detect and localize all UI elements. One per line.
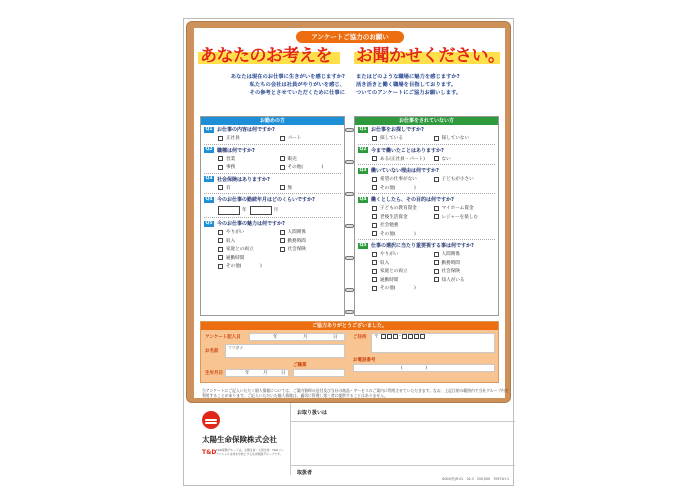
binder-ring-icon [345,310,354,314]
tenure-month-input[interactable] [250,206,272,215]
option-checkbox[interactable] [372,221,434,230]
option-label: 勤務時間 [441,260,460,266]
checkbox-icon[interactable] [372,214,377,219]
checkbox-icon[interactable] [280,185,285,190]
survey-sheet [183,18,514,486]
checkbox-icon[interactable] [434,214,439,219]
option-checkbox[interactable] [218,228,280,237]
phone-label: お電話番号 [353,358,376,363]
option-label: 正社員 [226,136,240,142]
employed-panel [200,116,345,316]
empty-slot [280,254,342,263]
checkbox-icon[interactable] [434,260,439,265]
headline-left: あなたのお考えを [200,46,332,66]
question-text: 社会保険はありますか? [217,176,270,183]
checkbox-icon[interactable] [434,277,439,282]
contact-label: お取り扱いは [297,410,328,416]
question-q3 [201,173,344,193]
unemployed-panel-title: お仕事をされていない方 [355,117,498,125]
option-checkbox[interactable] [218,254,280,263]
question-number: Q4 [359,196,367,202]
question-number: Q3 [359,167,367,173]
unemployed-questions [355,125,498,293]
option-checkbox[interactable] [372,276,434,285]
checkbox-icon[interactable] [372,252,377,257]
checkbox-icon[interactable] [372,286,377,291]
option-checkbox[interactable] [280,163,342,172]
taiyo-life-logo-icon [202,411,220,429]
address-label: ご住所 [353,335,367,340]
checkbox-icon[interactable] [372,177,377,182]
divider [291,465,515,466]
option-checkbox[interactable] [372,175,434,184]
question-text: お仕事をお探しですか? [371,127,424,133]
question-text: 働いていない理由は何ですか? [371,168,439,174]
question-text: 今まで働いたことはありますか? [371,147,444,154]
checkbox-icon[interactable] [372,136,377,141]
option-label: マイホーム資金 [441,206,474,212]
option-label: 探していない [441,136,470,142]
option-label: 知人がいる [441,277,465,283]
employed-questions [201,125,344,271]
document-code: G000(代)R-01 02.3 200,000 70971H-1 [441,477,509,481]
company-block [186,407,288,485]
form-title: ご協力ありがとうございました。 [201,322,498,330]
divider [291,421,515,422]
option-checkbox[interactable] [372,250,434,259]
option-label: 通勤時間 [380,277,399,283]
question-q5 [201,217,344,271]
checkbox-icon[interactable] [434,156,439,161]
option-checkbox[interactable] [372,204,434,213]
question-number: Q1 [205,126,213,132]
option-checkbox[interactable] [372,259,434,268]
intro-left: あなたは現在のお仕事に生きがいを感じますか? 私たちの会社は社員がやりがいを感じ、 その参考とさせていただくために仕事に [230,74,345,97]
option-label: ある(正社員・パート) [380,156,425,162]
birth-label: 生年月日 [205,371,223,376]
option-checkbox[interactable] [372,284,434,293]
empty-slot [434,230,496,239]
name-label: お名前 [205,349,219,354]
checkbox-icon[interactable] [434,269,439,274]
option-label: 家庭との両立 [380,269,408,275]
question-text: 仕事の選択に当たり重要視する事は何ですか? [371,243,474,249]
binder-ring-icon [345,256,354,260]
option-checkbox[interactable] [434,175,496,184]
birth-field[interactable] [225,369,289,377]
option-label: その他( ) [380,231,416,237]
option-label: その他( ) [226,264,262,270]
question-q4: Q4 今のお仕事の勤続年月はどのくらいですか? 年 月 [201,193,344,216]
option-label: 無 [287,185,293,191]
option-checkbox[interactable] [218,184,280,193]
empty-slot [434,284,496,293]
option-checkbox[interactable] [372,213,434,222]
tnd-description: T&D保険グループは、太陽生命・大同生命・T&Dフィナンシャル生命を中核とする生命保険グループです。 [216,448,284,456]
survey-banner: アンケートご協力のお願い [296,31,404,43]
question-number: Q4 [205,196,213,202]
checkbox-icon[interactable] [372,260,377,265]
question-text: お仕事の内容は何ですか? [217,127,275,133]
checkbox-icon[interactable] [218,238,223,243]
tenure-year-input[interactable] [218,206,240,215]
option-label: やりがい [226,230,245,236]
option-label: 老後生活資金 [380,214,408,220]
question-number: Q2 [359,147,367,152]
option-label: パート [287,136,302,142]
option-label: 収入 [226,238,236,244]
option-label: 人間関係 [441,252,460,258]
option-label: 販売 [287,156,297,162]
question-q4 [355,193,498,238]
checkbox-icon[interactable] [218,264,223,269]
question-number: Q5 [205,220,213,226]
question-text: 働くとしたら、その目的は何ですか? [371,197,454,203]
checkbox-icon[interactable] [372,231,377,236]
option-checkbox[interactable] [280,245,342,254]
option-checkbox[interactable] [280,184,342,193]
option-label: 社会勉強 [380,223,399,229]
question-text: 今のお仕事の魅力は何ですか? [217,221,285,227]
option-label: 子どもが小さい [441,177,474,183]
employed-panel-title: お勤めの方 [201,117,344,125]
question-q5 [355,239,498,293]
question-number: Q3 [205,176,213,181]
option-label: 社会保険 [287,247,306,253]
option-checkbox[interactable] [372,134,434,143]
intro-right: またはどのような職場に魅力を感じますか? 活き活きと働く職場を目指しております。 ついてのアンケートにご協力お願いします。 [356,74,462,97]
question-q1 [201,125,344,143]
option-label: 人間関係 [287,230,306,236]
option-label: 社会保険 [441,269,460,275]
privacy-notice: 当アンケートにご記入いただく個人情報については、ご案内資料の送付及び当社の商品・サービスのご案内に利用させていただきます。なお、上記目的の範囲内で当社グループ内で利用することがあります。ご記入いただいた個人情報は、適切に管理し第三者に提供することはありません。 [202,388,509,398]
job-field[interactable] [293,369,345,377]
checkbox-icon[interactable] [280,230,285,235]
contact-form: ご協力ありがとうございました。 アンケート記入日 年 月 日 ご住所 〒 - お名前 フリガナ お電話番号 ( ) 生年月日 年 月 日 ご職業 [200,321,499,383]
option-checkbox[interactable] [434,250,496,259]
option-label: 営業 [226,156,236,162]
option-checkbox[interactable] [218,262,280,271]
option-checkbox[interactable] [280,237,342,246]
clipboard-board [186,21,511,403]
question-q2 [355,144,498,164]
option-checkbox[interactable] [218,245,280,254]
checkbox-icon[interactable] [434,252,439,257]
question-q3 [355,164,498,192]
checkbox-icon[interactable] [372,185,377,190]
option-checkbox[interactable] [434,276,496,285]
checkbox-icon[interactable] [218,165,223,170]
option-label: やりがい [380,252,399,258]
checkbox-icon[interactable] [434,177,439,182]
option-checkbox[interactable] [434,204,496,213]
option-checkbox[interactable] [434,213,496,222]
option-checkbox[interactable] [434,267,496,276]
option-label: 通勤時間 [226,255,245,261]
option-label: 事務 [226,165,236,171]
option-checkbox[interactable] [218,163,280,172]
checkbox-icon[interactable] [280,136,285,141]
checkbox-icon[interactable] [280,156,285,161]
option-checkbox[interactable] [280,228,342,237]
option-label: 家庭との両立 [226,247,254,253]
option-checkbox[interactable] [434,134,496,143]
option-checkbox[interactable] [280,134,342,143]
headline-right: お聞かせください。 [356,46,505,66]
handler-block [290,403,514,475]
option-checkbox[interactable] [218,155,280,164]
checkbox-icon[interactable] [218,255,223,260]
question-text: 今のお仕事の勤続年月はどのくらいですか? [217,197,315,203]
survey-content [194,28,509,398]
checkbox-icon[interactable] [218,136,223,141]
name-field[interactable] [225,344,345,358]
checkbox-icon[interactable] [372,269,377,274]
option-checkbox[interactable] [434,259,496,268]
postal-code-boxes[interactable]: - [381,334,425,339]
company-name: 太陽生命保険株式会社 [202,435,277,444]
option-checkbox[interactable] [372,155,434,164]
job-label: ご職業 [293,363,307,368]
question-q1 [355,125,498,143]
checkbox-icon[interactable] [280,247,285,252]
option-label: 希望の仕事がない [380,177,417,183]
checkbox-icon[interactable] [218,230,223,235]
option-checkbox[interactable] [434,155,496,164]
binder-ring-icon [345,160,354,164]
option-label: ない [441,156,451,162]
option-label: その他( ) [380,185,416,191]
unemployed-panel [354,116,499,316]
checkbox-icon[interactable] [218,156,223,161]
option-label: レジャーを楽しむ [441,214,479,220]
question-number: Q1 [359,126,367,132]
question-q2 [201,144,344,172]
binder-ring-icon [345,224,354,228]
handler-label: 取扱者 [297,470,313,476]
option-checkbox[interactable] [372,184,434,193]
date-field[interactable] [249,333,345,341]
empty-slot [434,221,496,230]
tnd-logo: T&D [202,449,217,456]
question-text: 職種は何ですか? [217,147,255,154]
question-number: Q5 [359,242,367,248]
checkbox-icon[interactable] [280,165,285,170]
option-checkbox[interactable] [372,230,434,239]
option-label: 子どもの教育資金 [380,206,417,212]
option-label: 探している [380,136,403,142]
binder-ring-icon [345,128,354,132]
checkbox-icon[interactable] [434,206,439,211]
question-number: Q2 [205,147,213,152]
checkbox-icon[interactable] [218,247,223,252]
binder-rings [345,120,354,316]
empty-slot [434,184,496,193]
checkbox-icon[interactable] [372,223,377,228]
option-label: 勤務時間 [287,238,306,244]
checkbox-icon[interactable] [372,206,377,211]
binder-ring-icon [345,288,354,292]
option-checkbox[interactable] [280,155,342,164]
binder-ring-icon [345,192,354,196]
option-checkbox[interactable] [218,134,280,143]
date-label: アンケート記入日 [205,335,241,340]
checkbox-icon[interactable] [434,136,439,141]
checkbox-icon[interactable] [280,238,285,243]
option-checkbox[interactable] [372,267,434,276]
option-label: 有 [226,185,231,191]
option-label: その他( ) [380,286,416,292]
checkbox-icon[interactable] [372,156,377,161]
checkbox-icon[interactable] [218,185,223,190]
option-checkbox[interactable] [218,237,280,246]
option-label: その他( ) [287,165,324,171]
checkbox-icon[interactable] [372,277,377,282]
option-label: 収入 [380,260,390,266]
